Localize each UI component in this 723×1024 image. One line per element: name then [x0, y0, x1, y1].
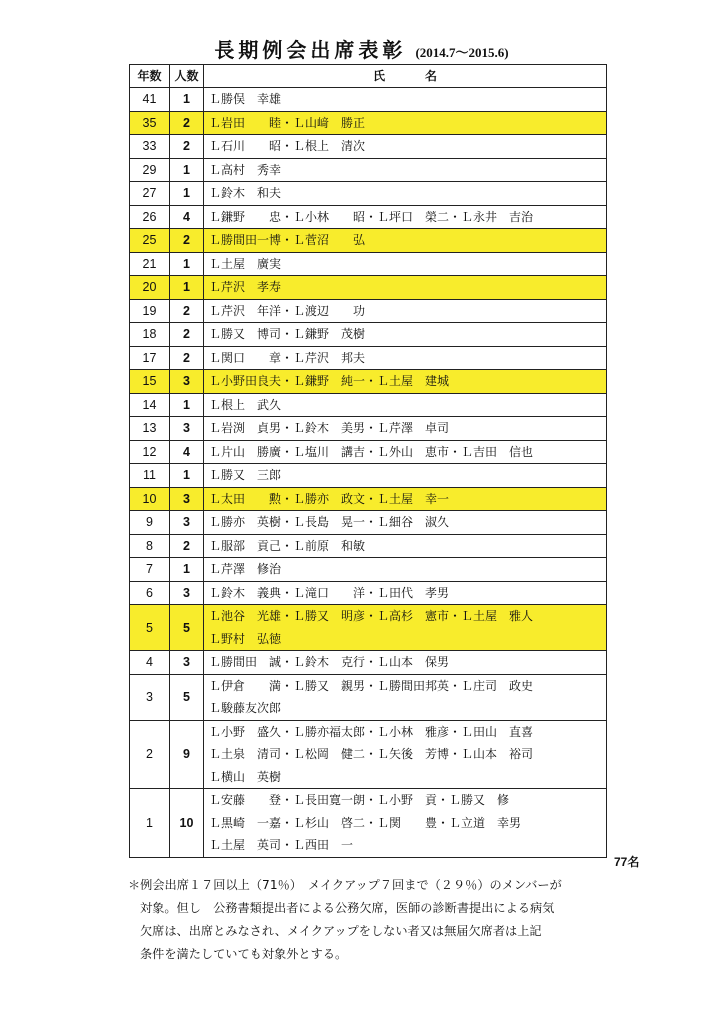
- years-cell: 26: [130, 205, 170, 229]
- names-cell: Ｌ勝又 三郎: [204, 464, 607, 488]
- member-total: 77名: [614, 855, 640, 869]
- note-line: ＊例会出席１７回以上（71％） メイクアップ７回まで（２９％）のメンバーが: [128, 878, 562, 892]
- count-cell: 10: [170, 789, 204, 858]
- note-line: 対象。但し 公務書類提出者による公務欠席，医師の診断書提出による病気: [140, 901, 555, 915]
- names-cell: Ｌ黒崎 一嘉・Ｌ杉山 啓二・Ｌ関 豊・Ｌ立道 幸男: [204, 812, 607, 835]
- names-cell: Ｌ小野田良夫・Ｌ鎌野 純一・Ｌ土屋 建城: [204, 370, 607, 394]
- names-cell: Ｌ太田 勲・Ｌ勝亦 政文・Ｌ土屋 幸一: [204, 487, 607, 511]
- years-cell: 17: [130, 346, 170, 370]
- years-cell: 5: [130, 605, 170, 651]
- table-row: [130, 789, 607, 812]
- names-cell: Ｌ駿藤友次郎: [204, 697, 607, 720]
- table-row: [130, 88, 607, 112]
- count-cell: 2: [170, 229, 204, 253]
- names-cell: Ｌ関口 章・Ｌ芹沢 邦夫: [204, 346, 607, 370]
- table-row: [130, 511, 607, 535]
- table-row: [130, 417, 607, 441]
- table-row: [130, 229, 607, 253]
- years-cell: 18: [130, 323, 170, 347]
- years-cell: 3: [130, 674, 170, 720]
- count-cell: 5: [170, 605, 204, 651]
- attendance-award-table: [129, 64, 607, 858]
- count-cell: 1: [170, 158, 204, 182]
- names-cell: Ｌ土屋 廣実: [204, 252, 607, 276]
- names-cell: Ｌ鎌野 忠・Ｌ小林 昭・Ｌ坪口 榮二・Ｌ永井 吉治: [204, 205, 607, 229]
- table-row: [130, 346, 607, 370]
- names-cell: Ｌ高村 秀幸: [204, 158, 607, 182]
- names-cell: Ｌ勝間田一博・Ｌ菅沼 弘: [204, 229, 607, 253]
- names-cell: Ｌ片山 勝廣・Ｌ塩川 講吉・Ｌ外山 恵市・Ｌ吉田 信也: [204, 440, 607, 464]
- names-cell: Ｌ安藤 登・Ｌ長田寛一朗・Ｌ小野 貢・Ｌ勝又 修: [204, 789, 607, 812]
- names-cell: Ｌ勝亦 英樹・Ｌ長島 晃一・Ｌ細谷 淑久: [204, 511, 607, 535]
- names-cell: Ｌ土泉 清司・Ｌ松岡 健二・Ｌ矢後 芳博・Ｌ山本 裕司: [204, 743, 607, 766]
- names-cell: Ｌ野村 弘徳: [204, 628, 607, 651]
- table-row: [130, 370, 607, 394]
- names-cell: Ｌ服部 貢己・Ｌ前原 和敏: [204, 534, 607, 558]
- table-row: [130, 674, 607, 697]
- count-cell: 3: [170, 417, 204, 441]
- years-cell: 35: [130, 111, 170, 135]
- years-cell: 13: [130, 417, 170, 441]
- count-cell: 2: [170, 323, 204, 347]
- count-cell: 3: [170, 370, 204, 394]
- years-cell: 7: [130, 558, 170, 582]
- years-cell: 1: [130, 789, 170, 858]
- table-row: [130, 720, 607, 743]
- years-cell: 6: [130, 581, 170, 605]
- count-cell: 5: [170, 674, 204, 720]
- count-cell: 2: [170, 111, 204, 135]
- table-row: [130, 205, 607, 229]
- table-row: [130, 111, 607, 135]
- table-row: [130, 299, 607, 323]
- years-cell: 11: [130, 464, 170, 488]
- column-header-count: 人数: [170, 65, 204, 88]
- count-cell: 1: [170, 558, 204, 582]
- page-header: [0, 34, 723, 63]
- table-row: [130, 393, 607, 417]
- count-cell: 2: [170, 135, 204, 159]
- years-cell: 41: [130, 88, 170, 112]
- names-cell: Ｌ勝間田 誠・Ｌ鈴木 克行・Ｌ山本 保男: [204, 651, 607, 675]
- names-cell: Ｌ芹沢 孝寿: [204, 276, 607, 300]
- table-row: [130, 581, 607, 605]
- table-row: [130, 135, 607, 159]
- table-row: [130, 276, 607, 300]
- count-cell: 1: [170, 252, 204, 276]
- count-cell: 4: [170, 440, 204, 464]
- count-cell: 1: [170, 393, 204, 417]
- table-row: [130, 605, 607, 628]
- count-cell: 4: [170, 205, 204, 229]
- count-cell: 1: [170, 88, 204, 112]
- count-cell: 1: [170, 464, 204, 488]
- table-row: [130, 464, 607, 488]
- years-cell: 33: [130, 135, 170, 159]
- years-cell: 15: [130, 370, 170, 394]
- table-row: [130, 252, 607, 276]
- table-row: [130, 534, 607, 558]
- count-cell: 3: [170, 581, 204, 605]
- table-row: [130, 558, 607, 582]
- years-cell: 20: [130, 276, 170, 300]
- column-header-years: 年数: [130, 65, 170, 88]
- note-line: 欠席は、出席とみなされ、メイクアップをしない者又は無届欠席者は上記: [140, 924, 542, 938]
- years-cell: 25: [130, 229, 170, 253]
- names-cell: Ｌ石川 昭・Ｌ根上 清次: [204, 135, 607, 159]
- years-cell: 9: [130, 511, 170, 535]
- count-cell: 2: [170, 346, 204, 370]
- names-cell: Ｌ芹澤 修治: [204, 558, 607, 582]
- count-cell: 3: [170, 487, 204, 511]
- eligibility-note: [128, 874, 628, 966]
- table-header-row: [130, 65, 607, 88]
- years-cell: 14: [130, 393, 170, 417]
- count-cell: 1: [170, 276, 204, 300]
- names-cell: Ｌ小野 盛久・Ｌ勝亦福太郎・Ｌ小林 雅彦・Ｌ田山 直喜: [204, 720, 607, 743]
- names-cell: Ｌ勝俣 幸雄: [204, 88, 607, 112]
- names-cell: Ｌ鈴木 義典・Ｌ滝口 洋・Ｌ田代 孝男: [204, 581, 607, 605]
- years-cell: 19: [130, 299, 170, 323]
- names-cell: Ｌ鈴木 和夫: [204, 182, 607, 206]
- count-cell: 2: [170, 299, 204, 323]
- page-title: 長期例会出席表彰: [214, 38, 407, 62]
- years-cell: 8: [130, 534, 170, 558]
- years-cell: 12: [130, 440, 170, 464]
- table-row: [130, 440, 607, 464]
- years-cell: 4: [130, 651, 170, 675]
- table-row: [130, 651, 607, 675]
- names-cell: Ｌ芹沢 年洋・Ｌ渡辺 功: [204, 299, 607, 323]
- count-cell: 1: [170, 182, 204, 206]
- period-label: (2014.7〜2015.6): [415, 45, 509, 60]
- note-line: 条件を満たしていても対象外とする。: [140, 947, 348, 961]
- names-cell: Ｌ勝又 博司・Ｌ鎌野 茂樹: [204, 323, 607, 347]
- count-cell: 2: [170, 534, 204, 558]
- column-header-names: 氏名: [204, 65, 607, 88]
- count-cell: 9: [170, 720, 204, 789]
- names-cell: Ｌ横山 英樹: [204, 766, 607, 789]
- years-cell: 29: [130, 158, 170, 182]
- years-cell: 10: [130, 487, 170, 511]
- count-cell: 3: [170, 511, 204, 535]
- count-cell: 3: [170, 651, 204, 675]
- names-cell: Ｌ岩田 睦・Ｌ山﨑 勝正: [204, 111, 607, 135]
- names-cell: Ｌ池谷 光雄・Ｌ勝又 明彦・Ｌ高杉 憲市・Ｌ土屋 雅人: [204, 605, 607, 628]
- names-cell: Ｌ伊倉 満・Ｌ勝又 親男・Ｌ勝間田邦英・Ｌ庄司 政史: [204, 674, 607, 697]
- years-cell: 2: [130, 720, 170, 789]
- years-cell: 27: [130, 182, 170, 206]
- years-cell: 21: [130, 252, 170, 276]
- table-row: [130, 487, 607, 511]
- names-cell: Ｌ岩渕 貞男・Ｌ鈴木 美男・Ｌ芹澤 卓司: [204, 417, 607, 441]
- table-body: [130, 88, 607, 858]
- names-cell: Ｌ土屋 英司・Ｌ西田 一: [204, 834, 607, 857]
- names-cell: Ｌ根上 武久: [204, 393, 607, 417]
- table-row: [130, 323, 607, 347]
- table-row: [130, 158, 607, 182]
- table-row: [130, 182, 607, 206]
